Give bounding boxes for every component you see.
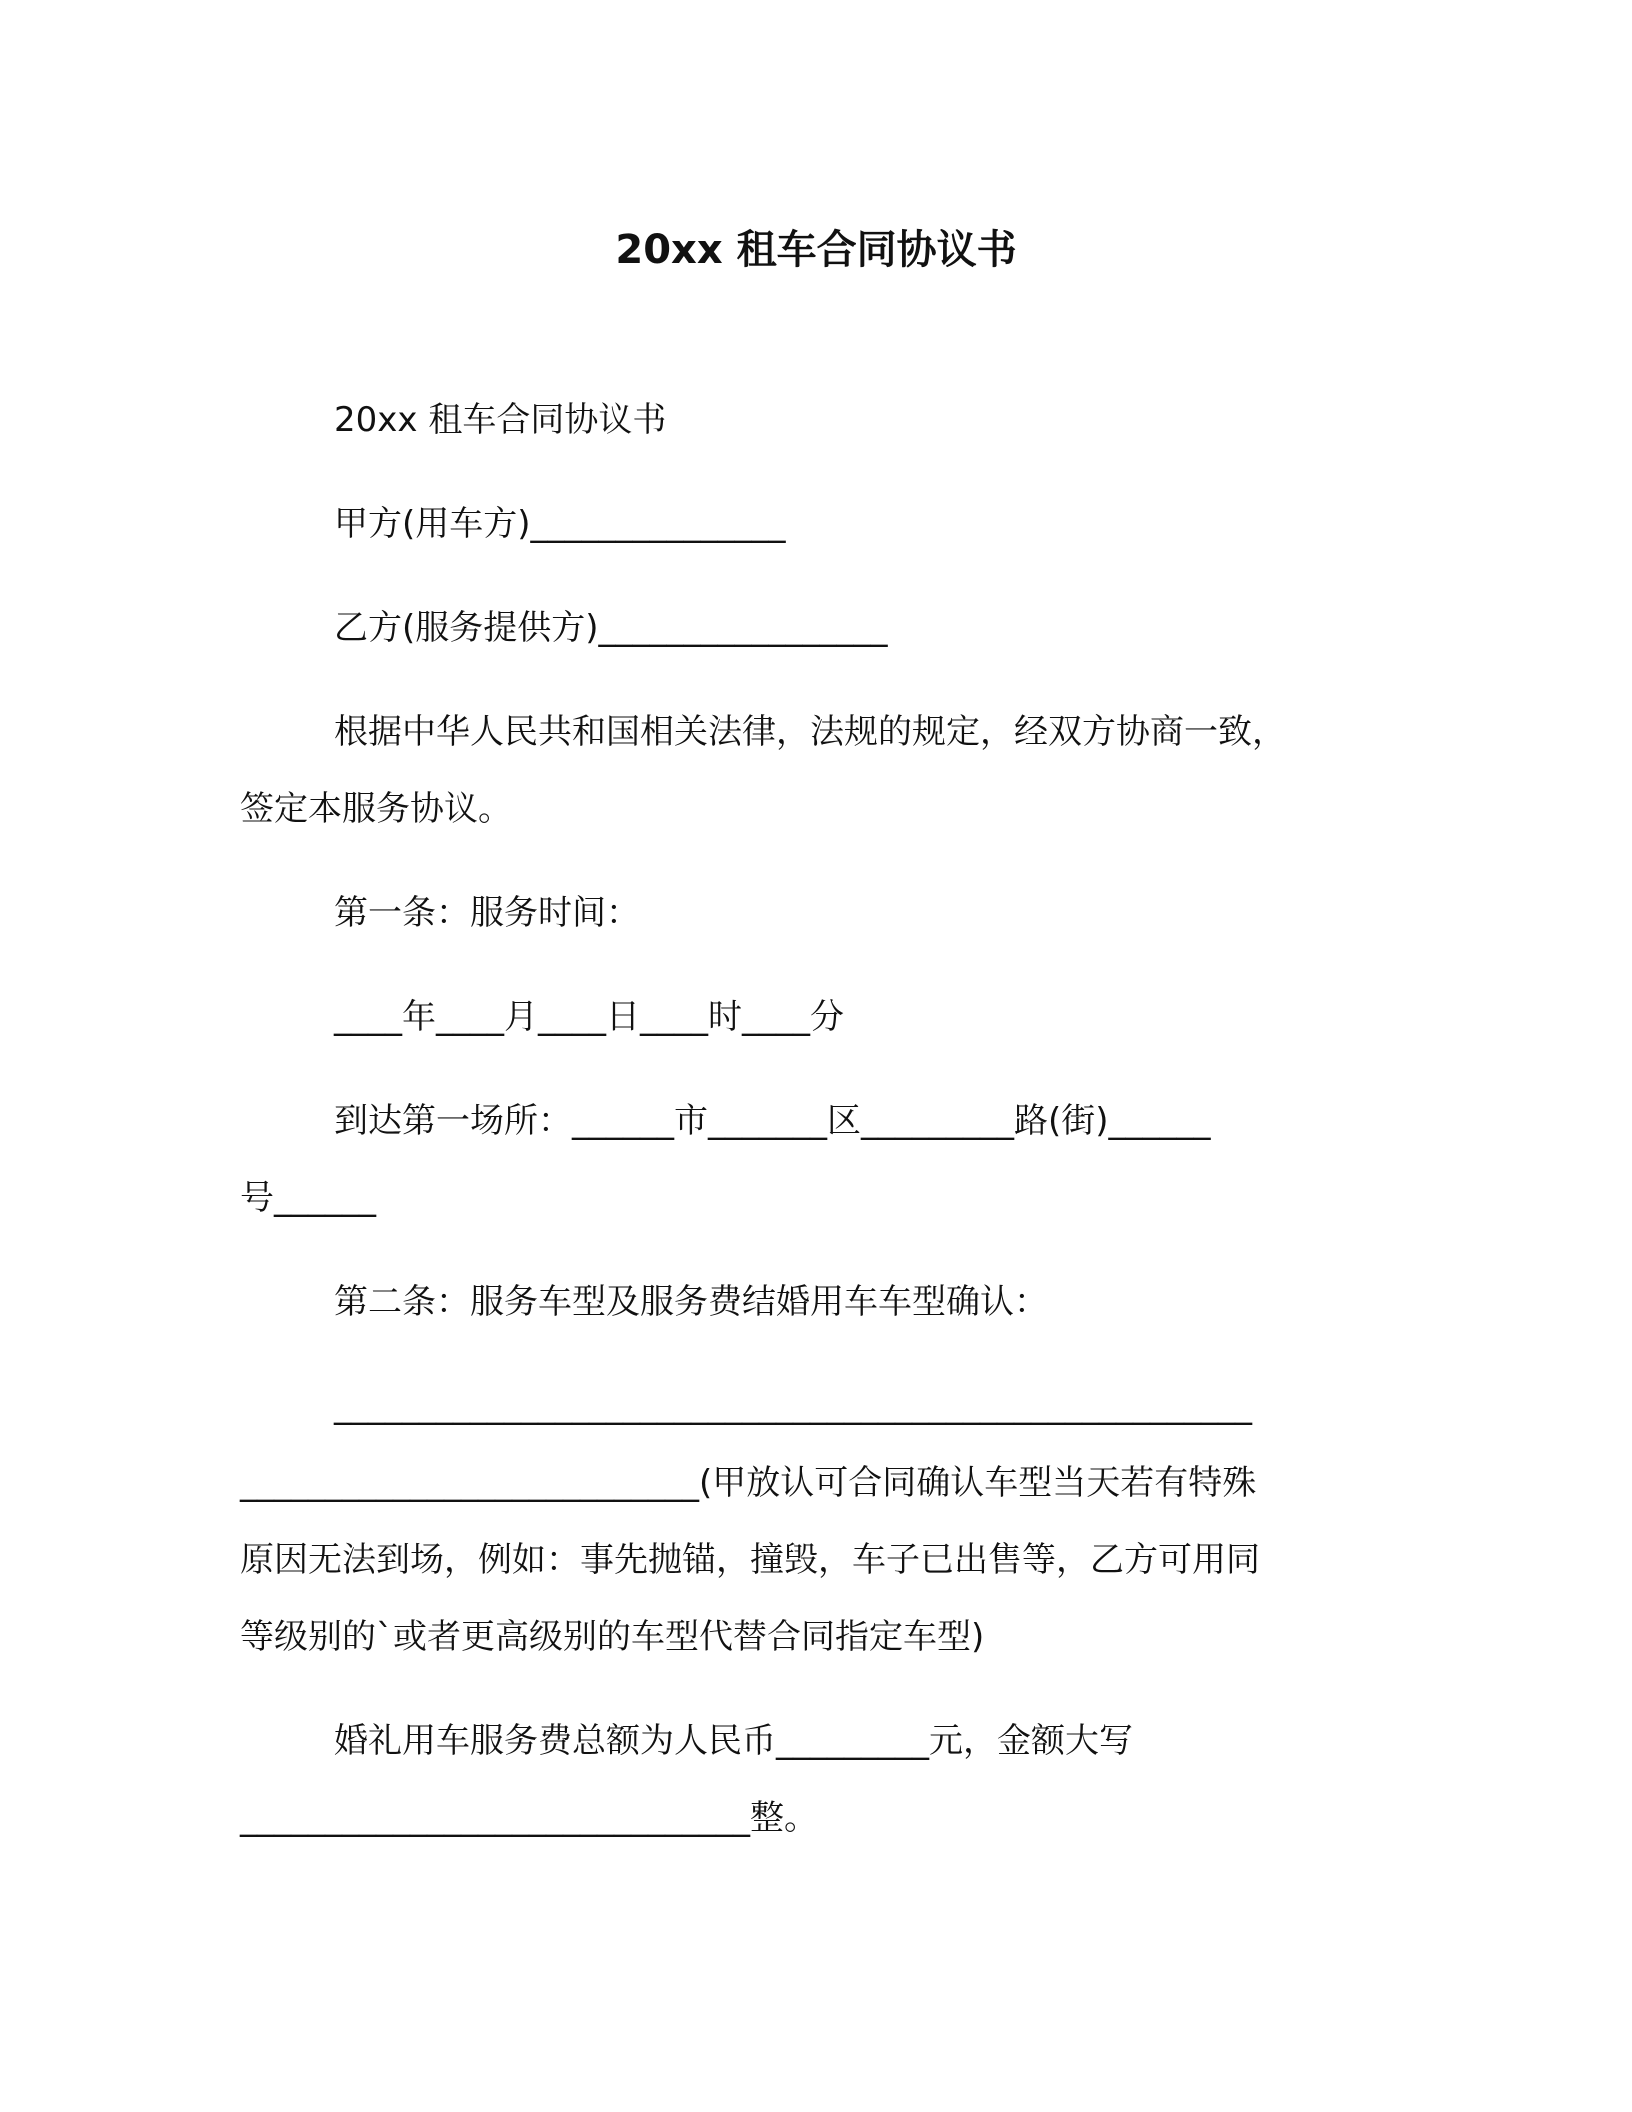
fee-line-2: ______________________________整。 [240, 1798, 818, 1838]
fee-line-1: 婚礼用车服务费总额为人民币_________元，金额大写 [334, 1721, 1133, 1761]
first-location-line-1: 到达第一场所：______市_______区_________路(街)______ [334, 1101, 1211, 1141]
vehicle-blank-line: ______________________________________________________ [334, 1386, 1252, 1426]
article-1-heading: 第一条：服务时间： [334, 893, 640, 933]
article-2-heading: 第二条：服务车型及服务费结婚用车车型确认： [334, 1282, 1048, 1322]
vehicle-note-line-1: ___________________________(甲放认可合同确认车型当天若有特殊 [240, 1463, 1257, 1503]
first-location-line-2: 号______ [240, 1178, 376, 1218]
subtitle-line: 20xx 租车合同协议书 [334, 400, 667, 440]
preamble-line-2: 签定本服务协议。 [240, 789, 512, 829]
party-b-line: 乙方(服务提供方)_________________ [334, 608, 888, 648]
vehicle-note-line-2: 原因无法到场，例如：事先抛锚，撞毁，车子已出售等，乙方可用同 [240, 1540, 1260, 1580]
document-title: 20xx 租车合同协议书 [615, 227, 1017, 273]
vehicle-note-line-3: 等级别的`或者更高级别的车型代替合同指定车型) [240, 1617, 985, 1657]
service-time-line: ____年____月____日____时____分 [334, 997, 844, 1037]
preamble-line-1: 根据中华人民共和国相关法律，法规的规定，经双方协商一致， [334, 712, 1286, 752]
party-a-line: 甲方(用车方)_______________ [334, 504, 786, 544]
